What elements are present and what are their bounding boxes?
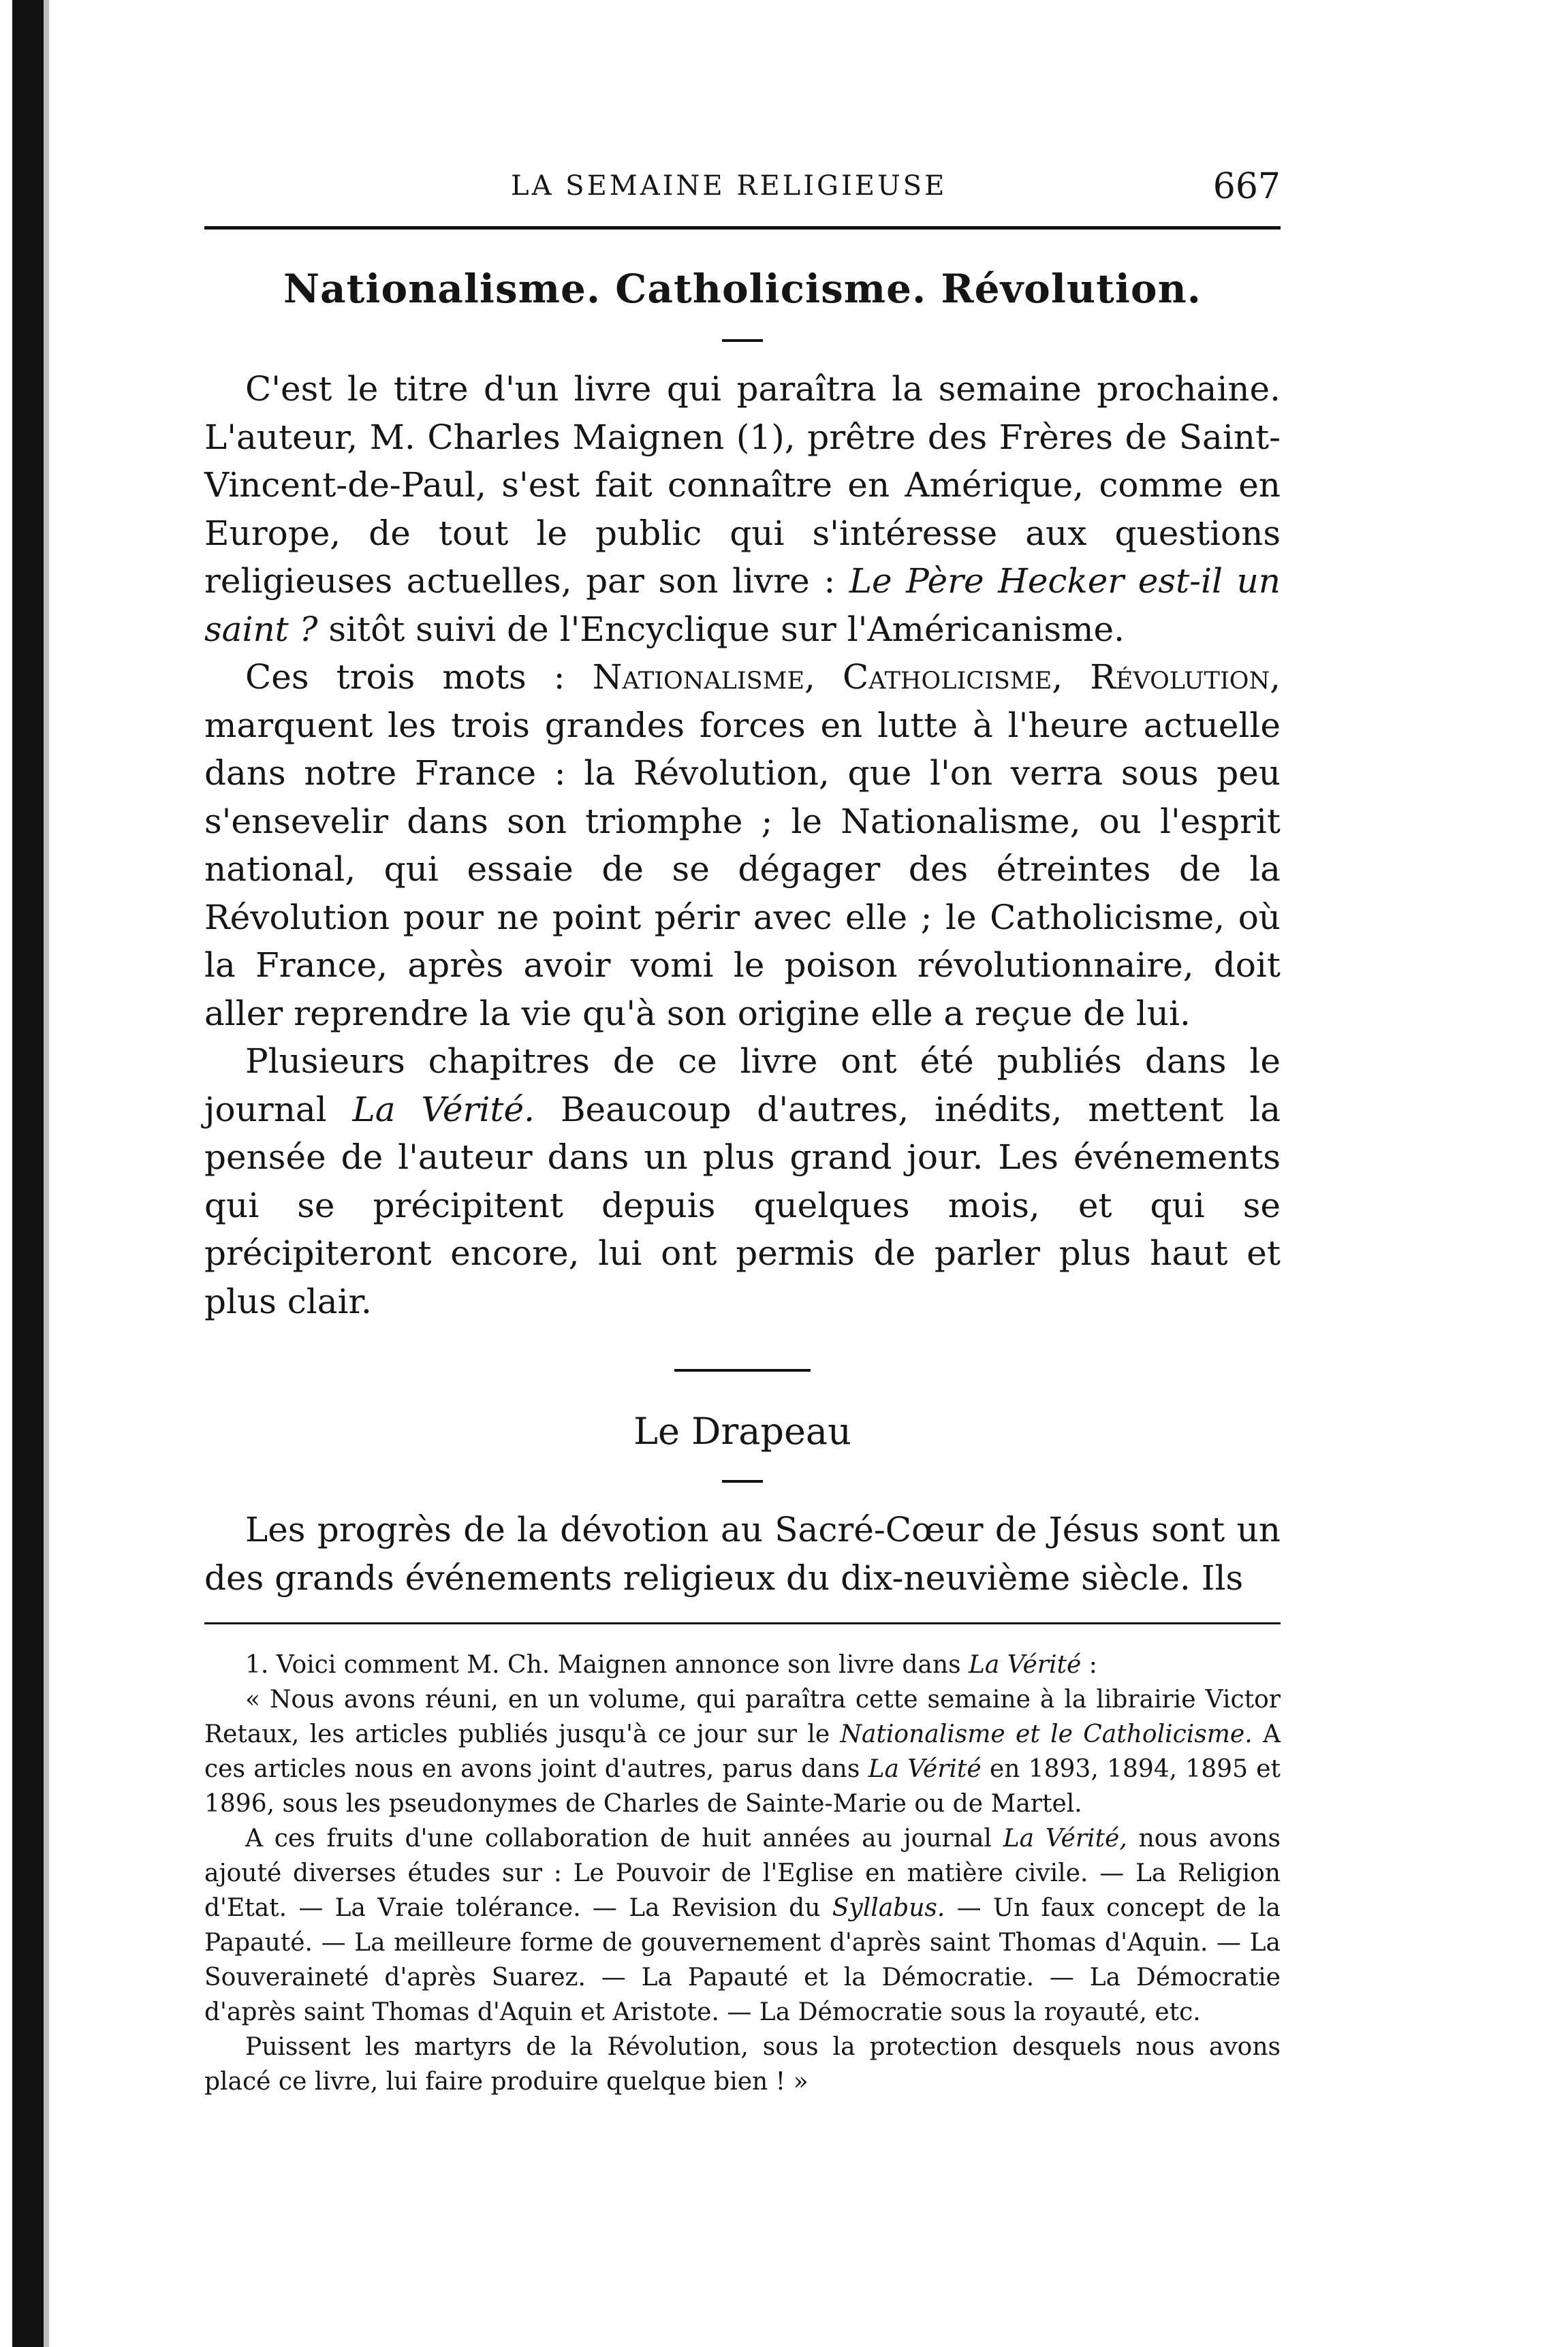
title-dash — [722, 339, 763, 342]
footnote-paragraph: « Nous avons réuni, en un volume, qui paraîtra cette semaine à la librairie Victor Retaux, les articles publiés jusqu'à ce jour sur le Nationalisme et le Catholicisme. A ces articles nous en avons joint d'autres, parus dans La Vérité en 1893, 1894, 1895 et 1896, sous les pseudonymes de Charles de Sainte-Marie ou de Martel. — [204, 1686, 1281, 1818]
article-title: Le Drapeau — [633, 1410, 851, 1453]
running-head: LA SEMAINE RELIGIEUSE — [511, 170, 947, 202]
page-header — [204, 163, 1281, 218]
journal-title: La Vérité. — [352, 1089, 535, 1129]
article-drapeau — [204, 1410, 1281, 1602]
footnote-paragraph: 1. Voici comment M. Ch. Maignen annonce son livre dans La Vérité : — [245, 1651, 1097, 1679]
footnote-rule — [204, 1622, 1281, 1624]
paragraph: Ces trois mots : Nationalisme, Catholicisme, Révolution, marquent les trois grandes forces en lutte à l'heure actuelle dans notre France : la Révolution, que l'on verra sous peu s'ensevelir dans son triomphe ; le Nationalisme, ou l'esprit national, qui essaie de se dégager des étreintes de la Révolution pour ne point périr avec elle ; le Catholicisme, où la France, après avoir vomi le poison révolutionnaire, doit aller reprendre la vie qu'à son origine elle a reçue de lui. — [204, 657, 1281, 1033]
paragraph: C'est le titre d'un livre qui paraîtra la semaine prochaine. L'auteur, M. Charles Maignen (1), prêtre des Frères de Saint-Vincent-de-Paul, s'est fait connaître en Amérique, comme en Europe, de tout le public qui s'intéresse aux questions religieuses actuelles, par son livre : Le Père Hecker est-il un saint ? sitôt suivi de l'Encyclique sur l'Américanisme. — [204, 369, 1281, 649]
key-words: Nationalisme, Catholicisme, Révolution, — [592, 657, 1281, 697]
footnote-paragraph: A ces fruits d'une collaboration de huit années au journal La Vérité, nous avons ajouté diverses études sur : Le Pouvoir de l'Eglise en matière civile. — La Religion d'Etat. — La Vraie tolérance. — La Revision du Syllabus. — Un faux concept de la Papauté. — La meilleure forme de gouvernement d'après saint Thomas d'Aquin. — La Souveraineté d'après Suarez. — La Papauté et la Démocratie. — La Démocratie d'après saint Thomas d'Aquin et Aristote. — La Démocratie sous la royauté, etc. — [204, 1825, 1281, 2026]
scan-binding-shadow — [44, 0, 49, 2347]
header-rule — [204, 226, 1281, 230]
book-title: Le Père Hecker est-il un saint ? — [204, 561, 1281, 649]
page-number: 667 — [1212, 166, 1281, 207]
paragraph: Plusieurs chapitres de ce livre ont été publiés dans le journal La Vérité. Beaucoup d'autres, inédits, mettent la pensée de l'auteur dans un plus grand jour. Les événements qui se précipitent depuis quelques mois, et qui se précipiteront encore, lui ont permis de parler plus haut et plus clair. — [204, 1041, 1281, 1321]
article-nationalisme — [204, 266, 1281, 1325]
paragraph: Les progrès de la dévotion au Sacré-Cœur de Jésus sont un des grands événements religieux du dix-neuvième siècle. Ils — [204, 1510, 1281, 1598]
section-divider — [674, 1369, 811, 1372]
scan-binding-edge — [12, 0, 44, 2347]
footnotes — [204, 1648, 1281, 2099]
title-dash — [722, 1480, 763, 1483]
article-title: Nationalisme. Catholicisme. Révolution. — [283, 266, 1202, 312]
footnote-paragraph: Puissent les martyrs de la Révolution, sous la protection desquels nous avons placé ce livre, lui faire produire quelque bien ! » — [204, 2033, 1281, 2096]
page — [204, 163, 1281, 2099]
